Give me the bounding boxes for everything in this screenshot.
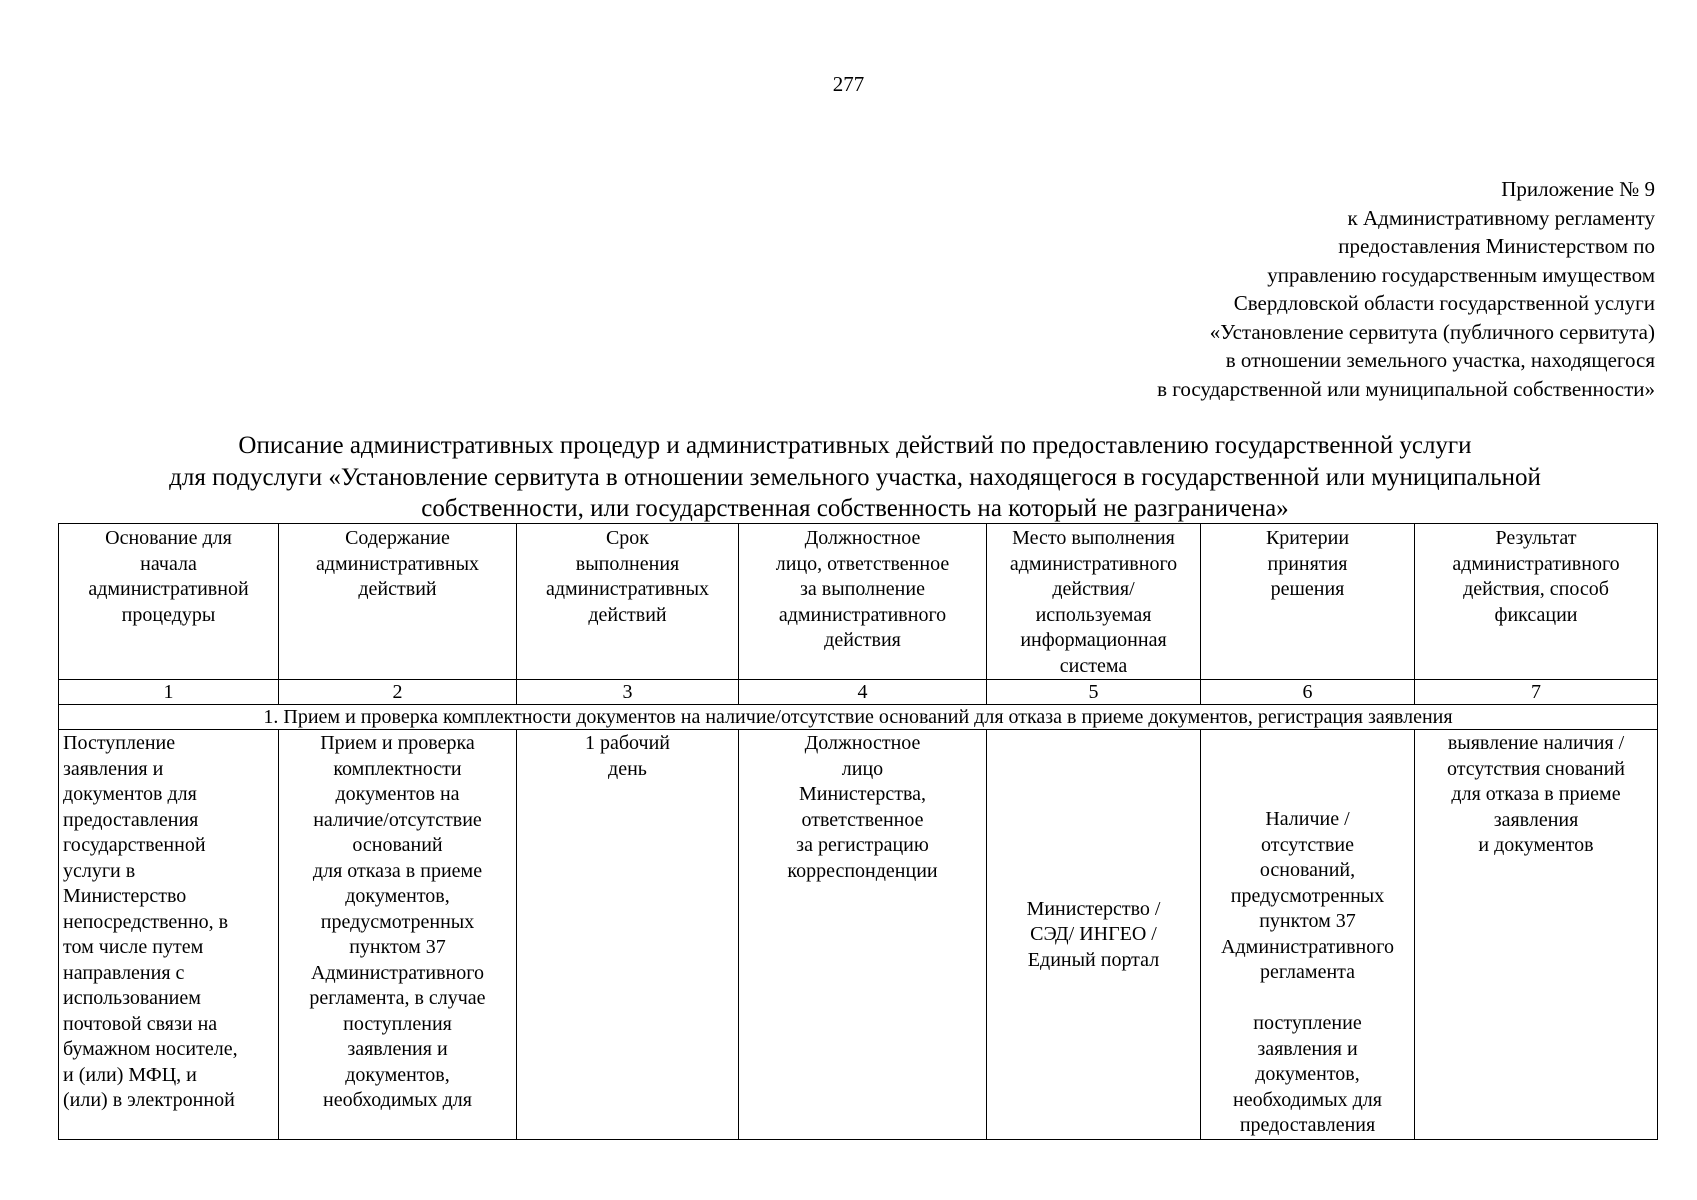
cell-line: лицо [841, 757, 884, 780]
header-line: Срок [605, 527, 650, 549]
title-line: для подуслуги «Установление сервитута в отношении земельного участка, находящегося в государственной или муниципальной [169, 463, 1541, 491]
cell-line: предоставления [63, 808, 199, 831]
section-title: 1. Прием и проверка комплектности документов на наличие/отсутствие оснований для отказа в приеме документов, регистрация заявления [59, 705, 1658, 730]
header-line: информационная [1020, 629, 1167, 651]
cell-line: комплектности [333, 757, 462, 780]
header-line: используемая [1035, 603, 1152, 626]
cell-line: наличие/отсутствие [313, 808, 482, 831]
header-line: действия, способ [1463, 578, 1609, 600]
page-number: 277 [832, 72, 865, 96]
header-line: решения [1270, 578, 1345, 600]
cell-line: СЭД/ ИНГЕО / [1030, 923, 1157, 945]
cell-line: Прием и проверка [320, 732, 475, 754]
header-cell-result [1415, 524, 1658, 680]
cell-line: Поступление [63, 732, 176, 754]
line-spacer [1205, 986, 1410, 1012]
header-line: административных [315, 552, 480, 575]
header-line: административного [778, 603, 947, 626]
header-line: Должностное [804, 527, 921, 549]
header-cell-content [279, 524, 517, 680]
cell-line: регламента [1259, 961, 1356, 983]
cell-line: предусмотренных [1230, 884, 1385, 907]
header-line: система [1059, 654, 1128, 677]
cell-line: за регистрацию [796, 834, 929, 856]
header-line: административного [1009, 552, 1178, 575]
cell-line: для отказа в приеме [1451, 783, 1621, 805]
cell-line: Министерства, [798, 783, 927, 805]
header-line: процедуры [121, 603, 216, 626]
title-line: собственности, или государственная собственность на который не разграничена» [421, 495, 1289, 522]
cell-line: отсутствия снований [1446, 757, 1626, 780]
procedures-table [58, 523, 1658, 1140]
cell-line: день [608, 757, 647, 780]
cell-line: государственной [63, 834, 206, 856]
cell-line: (или) в электронной [63, 1089, 235, 1111]
cell-line: отсутствие [1261, 833, 1354, 856]
cell-line: заявления и [63, 757, 164, 780]
header-line: действий [588, 603, 667, 626]
appendix-line: Свердловской области государственной услуги [1233, 291, 1655, 315]
column-number: 2 [279, 680, 517, 705]
header-line: Критерии [1265, 527, 1350, 549]
column-number-row [59, 680, 1658, 705]
cell-line: пунктом 37 [1259, 910, 1356, 932]
cell-result [1415, 730, 1658, 1140]
cell-line: непосредственно, в [63, 910, 229, 933]
cell-line: заявления и [347, 1038, 448, 1060]
cell-line: необходимых для [323, 1089, 472, 1111]
header-line: административных [545, 578, 710, 600]
appendix-block [1157, 175, 1655, 403]
cell-line: том числе путем [63, 936, 204, 958]
cell-line: Единый портал [1027, 948, 1160, 971]
header-cell-official [739, 524, 987, 680]
header-line: действия/ [1052, 578, 1135, 600]
cell-line: документов для [63, 783, 197, 805]
appendix-line: в государственной или муниципальной собственности» [1157, 376, 1655, 401]
appendix-line: управлению государственным имуществом [1267, 262, 1655, 287]
column-number: 3 [517, 680, 739, 705]
column-number: 7 [1415, 680, 1658, 705]
column-number: 5 [987, 680, 1201, 705]
header-row [59, 524, 1658, 680]
cell-line: заявления и [1257, 1037, 1358, 1060]
header-line: Содержание [345, 527, 450, 549]
cell-line: Административного [311, 961, 484, 984]
cell-line: заявления [1493, 808, 1579, 831]
cell-line: Наличие / [1265, 808, 1350, 830]
header-cell-place [987, 524, 1201, 680]
header-line: начала [140, 552, 197, 575]
cell-line: направления с [63, 961, 185, 984]
header-line: Место выполнения [1012, 527, 1175, 549]
cell-line: корреспонденции [787, 859, 938, 882]
cell-line: и документов [1478, 834, 1594, 856]
appendix-line: в отношении земельного участка, находящегося [1225, 348, 1655, 372]
section-row [59, 705, 1658, 730]
header-line: выполнения [575, 552, 680, 575]
cell-line: документов, [1255, 1063, 1360, 1085]
cell-line: Министерство / [1026, 897, 1161, 920]
appendix-line: «Установление сервитута (публичного сервитута) [1209, 319, 1655, 344]
cell-line: предоставления [1239, 1114, 1376, 1136]
cell-line: 1 рабочий [585, 732, 670, 754]
cell-line: использованием [63, 987, 201, 1009]
cell-official [739, 730, 987, 1140]
cell-line: документов на [335, 783, 460, 805]
cell-line: Административного [1221, 935, 1394, 958]
header-cell-term [517, 524, 739, 680]
cell-line: выявление наличия / [1447, 732, 1625, 754]
table-row [59, 730, 1658, 1140]
cell-line: пунктом 37 [349, 936, 446, 958]
appendix-line: Приложение № 9 [1501, 177, 1655, 201]
header-line: лицо, ответственное [775, 552, 950, 575]
cell-line: почтовой связи на [63, 1012, 218, 1035]
column-number: 4 [739, 680, 987, 705]
appendix-line: предоставления Министерством по [1338, 234, 1655, 258]
appendix-line: к Административному регламенту [1347, 205, 1655, 230]
document-title [60, 430, 1650, 525]
cell-line: поступления [343, 1012, 452, 1035]
cell-line: и (или) МФЦ, и [63, 1063, 197, 1086]
column-number: 6 [1201, 680, 1415, 705]
cell-line: оснований [352, 834, 443, 856]
cell-content [279, 730, 517, 1140]
header-line: за выполнение [800, 578, 925, 600]
cell-line: Должностное [804, 732, 921, 754]
header-line: административного [1452, 552, 1620, 575]
header-cell-criteria [1201, 524, 1415, 680]
header-line: Основание для [105, 527, 232, 549]
header-line: действия [824, 629, 901, 651]
cell-line: оснований, [1259, 859, 1356, 881]
cell-criteria [1201, 730, 1415, 1140]
cell-line: документов, [345, 1063, 450, 1086]
cell-line: бумажном носителе, [63, 1038, 238, 1060]
cell-term [517, 730, 739, 1140]
cell-line: предусмотренных [320, 910, 475, 933]
cell-line: услуги в [63, 859, 136, 882]
cell-line: регламента, в случае [309, 987, 486, 1009]
header-line: административной [88, 578, 249, 600]
cell-line: Министерство [63, 885, 187, 907]
column-number: 1 [59, 680, 279, 705]
cell-line: ответственное [801, 808, 924, 831]
header-line: действий [358, 578, 437, 600]
cell-line: для отказа в приеме [312, 859, 483, 882]
cell-line: документов, [345, 885, 450, 907]
header-line: Результат [1495, 527, 1577, 549]
header-cell-basis [59, 524, 279, 680]
header-line: принятия [1267, 552, 1348, 575]
cell-line: поступление [1253, 1012, 1362, 1034]
cell-basis [59, 730, 279, 1140]
header-line: фиксации [1494, 603, 1578, 626]
cell-place [987, 730, 1201, 1140]
title-line: Описание административных процедур и административных действий по предоставлению государственной услуги [238, 432, 1472, 459]
cell-line: необходимых для [1233, 1088, 1382, 1111]
